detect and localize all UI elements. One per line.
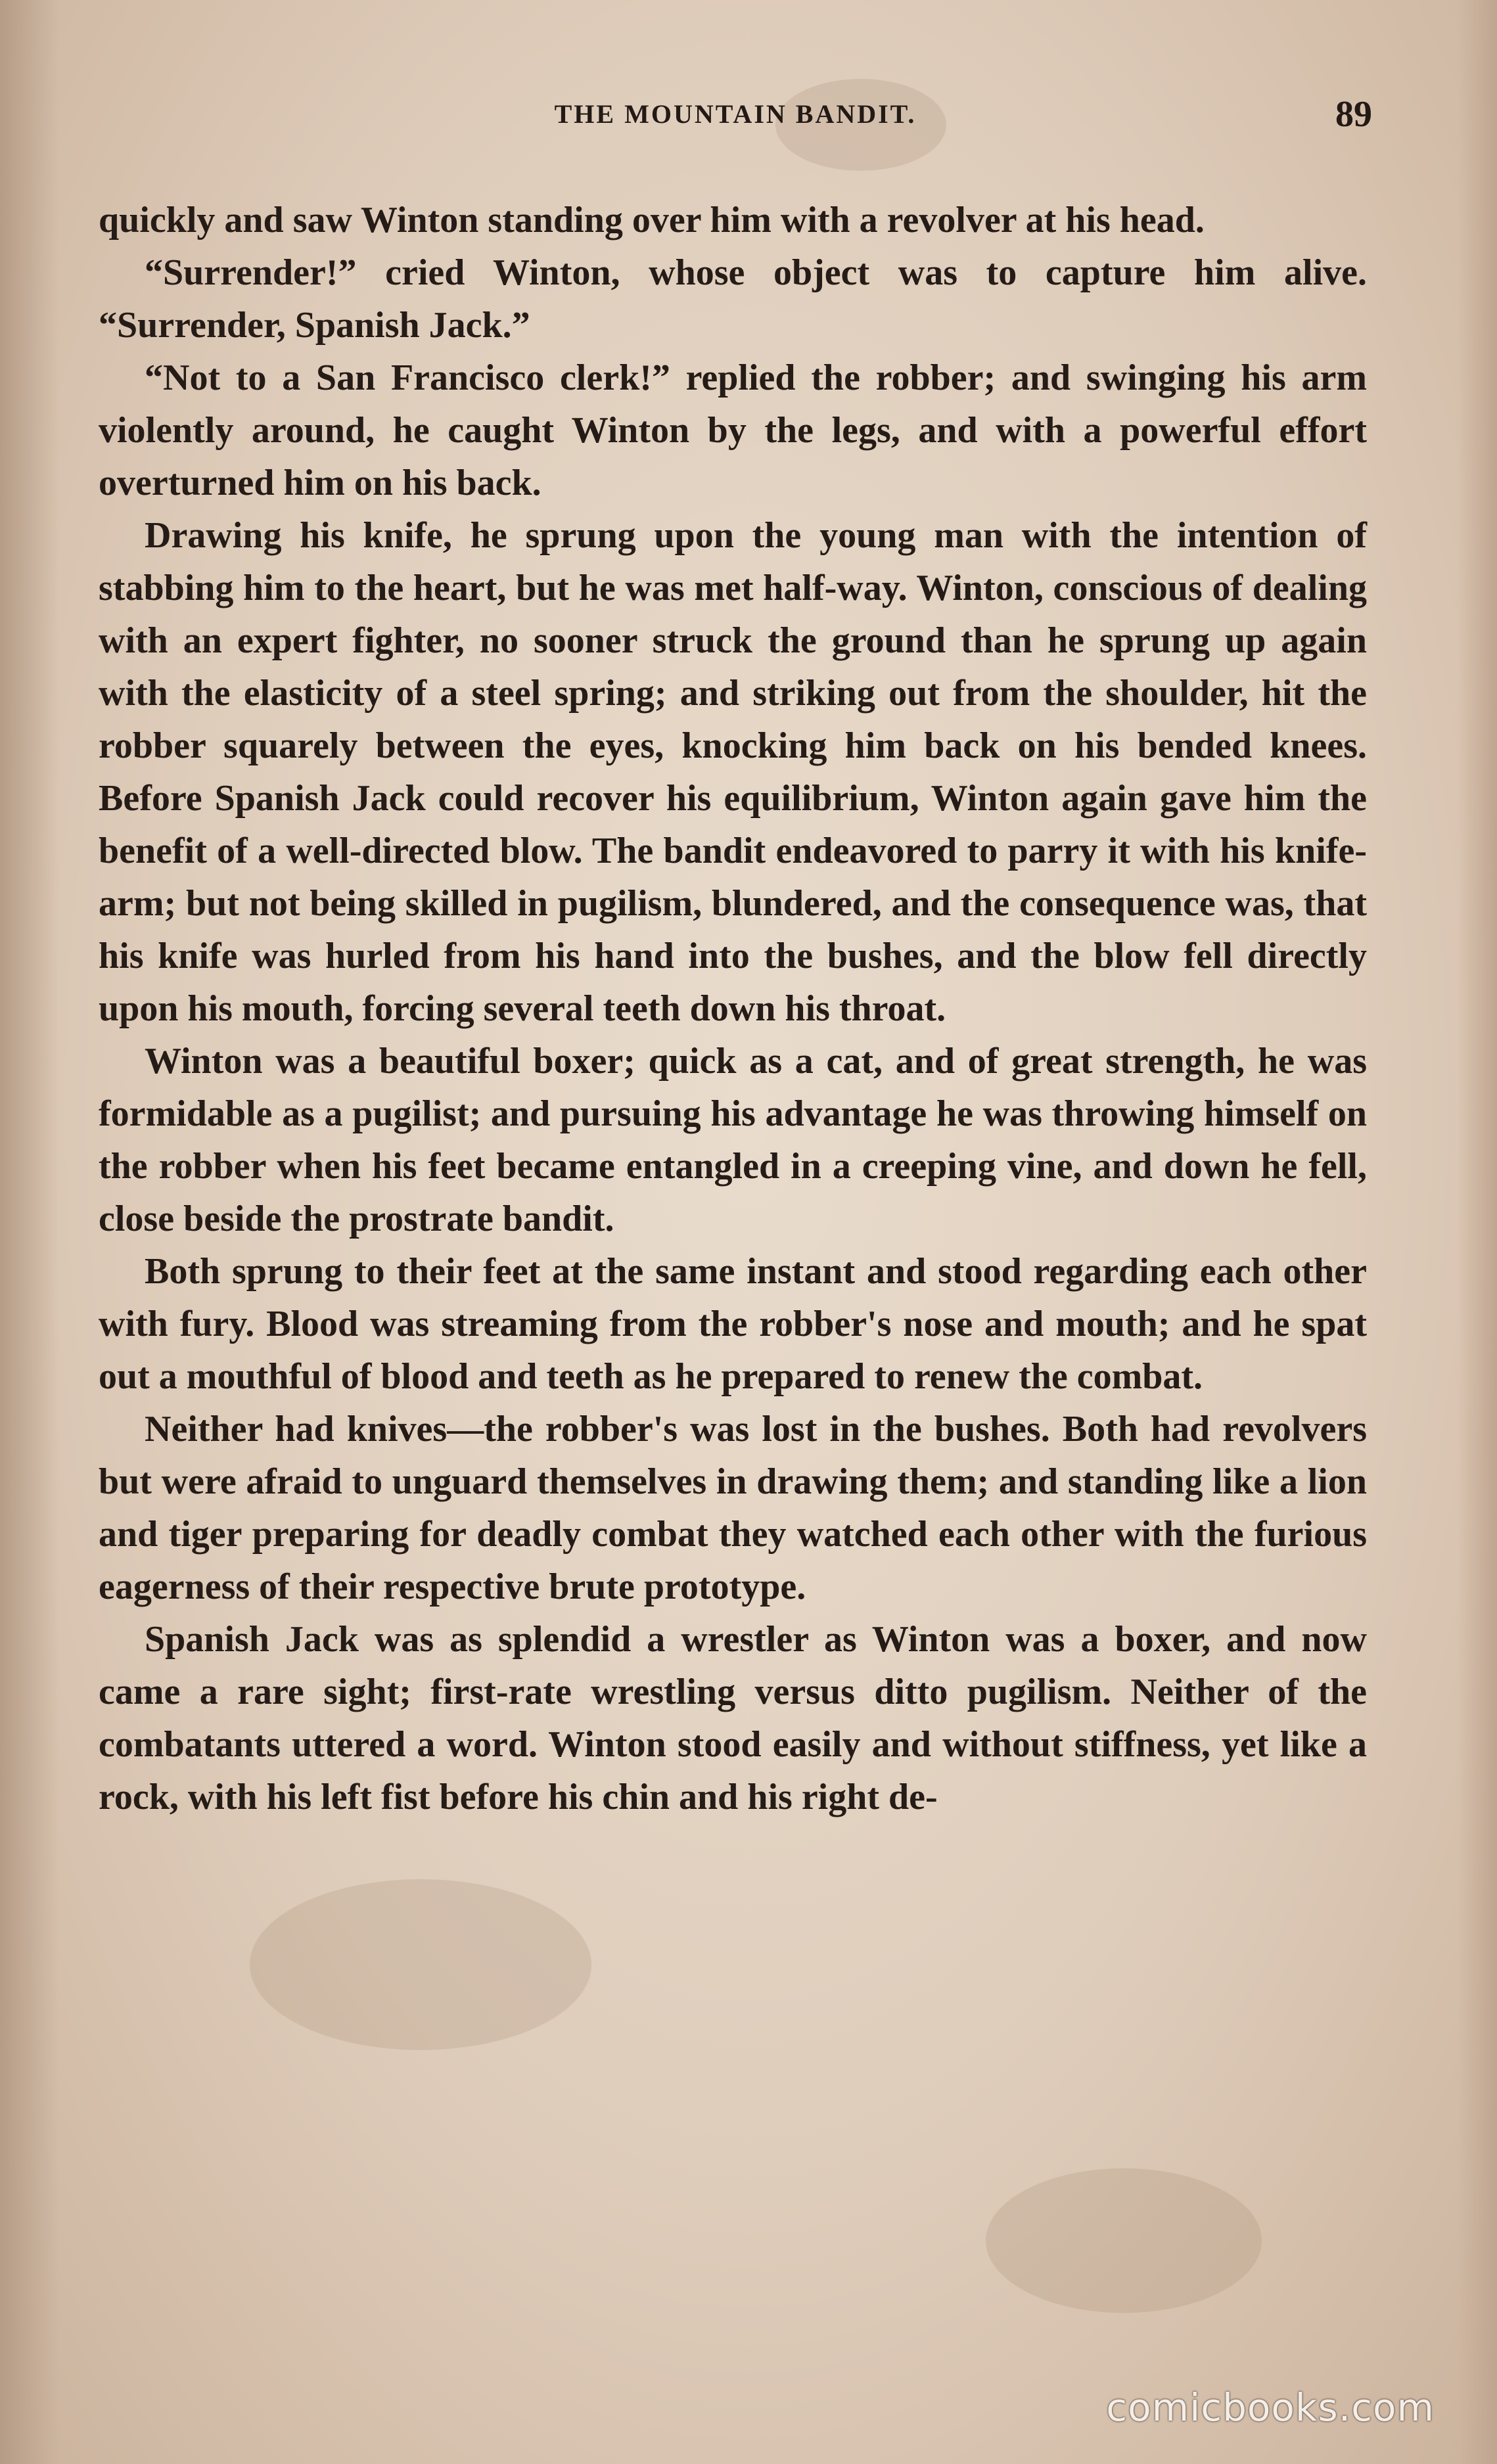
paragraph: “Surrender!” cried Winton, whose object was to capture him alive. “Surrender, Spanish Jack.”	[99, 252, 1367, 346]
watermark: comicbooks.com	[1106, 2385, 1435, 2430]
body-text	[99, 194, 1367, 1823]
page-number: 89	[1335, 94, 1372, 135]
running-title: THE MOUNTAIN BANDIT.	[554, 99, 917, 129]
paragraph: Spanish Jack was as splendid a wrestler as Winton was a boxer, and now came a rare sight; first-rate wrestling versus ditto pugilism. Neither of the combatants uttered a word. Winton stood easily and without stiffness, yet like a rock, with his left fist before his chin and his right de-	[99, 1619, 1367, 1817]
page-header	[99, 94, 1372, 145]
paragraph: Neither had knives—the robber's was lost in the bushes. Both had revolvers but were afraid to unguard themselves in drawing them; and standing like a lion and tiger preparing for deadly combat they watched each other with the furious eagerness of their respective brute prototype.	[99, 1409, 1367, 1607]
paragraph: Both sprung to their feet at the same instant and stood regarding each other with fury. Blood was streaming from the robber's nose and mouth; and he spat out a mouthful of blood and teeth as he prepared to renew the combat.	[99, 1251, 1367, 1397]
paragraph: Winton was a beautiful boxer; quick as a cat, and of great strength, he was formidable as a pugilist; and pursuing his advantage he was throwing himself on the robber when his feet became entangled in a creeping vine, and down he fell, close beside the prostrate bandit.	[99, 1041, 1367, 1239]
paper-stain	[986, 2168, 1262, 2313]
paragraph: Drawing his knife, he sprung upon the young man with the intention of stabbing him to the heart, but he was met half-way. Winton, conscious of dealing with an expert fighter, no sooner struck the ground than he sprung up again with the elasticity of a steel spring; and striking out from the shoulder, hit the robber squarely between the eyes, knocking him back on his bended knees. Before Spanish Jack could recover his equilibrium, Winton again gave him the benefit of a well-directed blow. The bandit endeavored to parry it with his knife-arm; but not being skilled in pugilism, blundered, and the consequence was, that his knife was hurled from his hand into the bushes, and the blow fell directly upon his mouth, forcing several teeth down his throat.	[99, 515, 1367, 1029]
paragraph: quickly and saw Winton standing over him with a revolver at his head.	[99, 200, 1205, 240]
paper-stain	[250, 1879, 591, 2050]
paragraph: “Not to a San Francisco clerk!” replied the robber; and swinging his arm violently around, he caught Winton by the legs, and with a powerful effort overturned him on his back.	[99, 357, 1367, 503]
